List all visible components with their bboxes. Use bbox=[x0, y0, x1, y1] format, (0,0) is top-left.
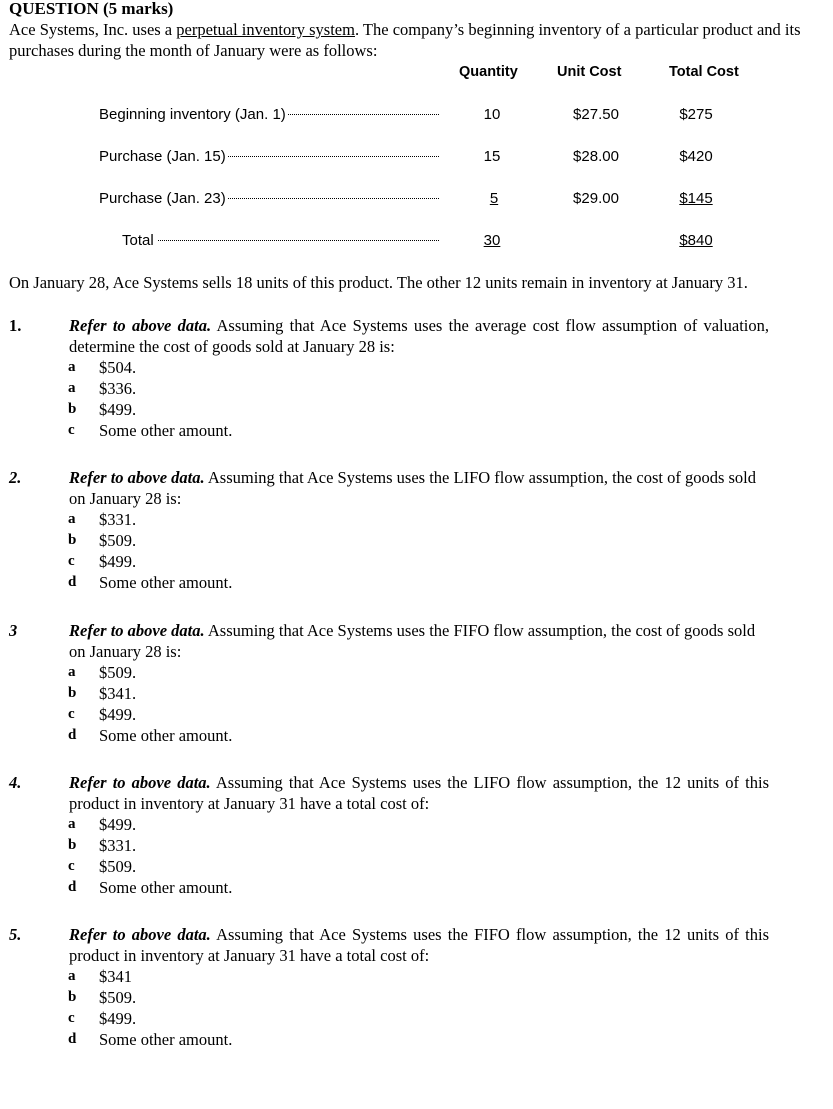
question-number: 3 bbox=[9, 621, 18, 640]
total-quantity bbox=[468, 230, 516, 251]
option-text[interactable]: Some other amount. bbox=[99, 421, 233, 440]
question-text bbox=[69, 772, 769, 814]
total-quantity-value: 30 bbox=[483, 232, 501, 249]
option-letter: a bbox=[68, 511, 76, 527]
option-text[interactable]: $499. bbox=[99, 400, 137, 419]
row-label-text: Purchase (Jan. 15) bbox=[99, 148, 226, 165]
question-ref: Refer to above data. bbox=[69, 925, 211, 944]
option-letter: b bbox=[68, 837, 77, 853]
intro-text bbox=[9, 19, 809, 61]
question-number: 2. bbox=[9, 468, 22, 487]
question-ref: Refer to above data. bbox=[69, 468, 205, 487]
option-text[interactable]: $509. bbox=[99, 857, 137, 876]
question-ref: Refer to above data. bbox=[69, 773, 211, 792]
option-letter: b bbox=[68, 685, 77, 701]
row-quantity: 10 bbox=[483, 106, 501, 123]
question-number: 4. bbox=[9, 773, 22, 792]
table-row-label bbox=[99, 104, 439, 125]
table-total-label bbox=[122, 230, 439, 251]
option-letter: b bbox=[68, 989, 77, 1005]
option-letter: a bbox=[68, 816, 76, 832]
option-text[interactable]: Some other amount. bbox=[99, 726, 233, 745]
leader-dots bbox=[228, 198, 439, 199]
row-quantity bbox=[468, 188, 516, 209]
option-letter: a bbox=[68, 380, 76, 396]
row-unit-cost: $28.00 bbox=[573, 148, 619, 165]
option-text[interactable]: $341. bbox=[99, 684, 137, 703]
question-body: Assuming that Ace Systems uses the FIFO flow assumption, the 12 units of this product in inventory at January 31 have a total cost of: bbox=[69, 925, 769, 965]
row-label-text: Beginning inventory (Jan. 1) bbox=[99, 106, 286, 123]
question-body: Assuming that Ace Systems uses the LIFO flow assumption, the 12 units of this product in inventory at January 31 have a total cost of: bbox=[69, 773, 770, 813]
option-letter: a bbox=[68, 664, 76, 680]
question-number: 1. bbox=[9, 316, 22, 335]
option-letter: a bbox=[68, 968, 76, 984]
option-letter: c bbox=[68, 422, 75, 438]
option-letter: d bbox=[68, 727, 77, 743]
leader-dots bbox=[158, 240, 439, 241]
row-total-cost: $275 bbox=[679, 106, 713, 123]
option-text[interactable]: Some other amount. bbox=[99, 1030, 233, 1049]
row-total-cost bbox=[665, 188, 727, 209]
total-label-text: Total bbox=[122, 232, 154, 249]
option-text[interactable]: $499. bbox=[99, 552, 137, 571]
option-text[interactable]: $341 bbox=[99, 967, 132, 986]
col-header-unit-cost: Unit Cost bbox=[557, 64, 622, 80]
question-body: Assuming that Ace Systems uses the average cost flow assumption of valuation, determine the cost of goods sold at January 28 is: bbox=[69, 316, 770, 356]
option-letter: c bbox=[68, 858, 75, 874]
table-row-label bbox=[99, 146, 439, 167]
leader-dots bbox=[228, 156, 439, 157]
option-letter: c bbox=[68, 553, 75, 569]
question-ref: Refer to above data. bbox=[69, 316, 212, 335]
row-quantity-value: 5 bbox=[489, 190, 499, 207]
table-row-label bbox=[99, 188, 439, 209]
option-letter: d bbox=[68, 1031, 77, 1047]
option-text[interactable]: Some other amount. bbox=[99, 573, 233, 592]
intro-after-link: . The company’s beginning inventory of a particular product and its purchases during the month of January were as follows: bbox=[9, 20, 801, 60]
col-header-total-cost: Total Cost bbox=[669, 64, 739, 80]
question-text bbox=[69, 467, 769, 509]
option-letter: b bbox=[68, 532, 77, 548]
option-letter: d bbox=[68, 574, 77, 590]
total-cost-value: $840 bbox=[679, 232, 713, 249]
row-label-text: Purchase (Jan. 23) bbox=[99, 190, 226, 207]
option-letter: d bbox=[68, 879, 77, 895]
row-total-cost-value: $145 bbox=[679, 190, 713, 207]
col-header-quantity: Quantity bbox=[459, 64, 518, 80]
total-cost bbox=[665, 230, 727, 251]
row-quantity: 15 bbox=[483, 148, 501, 165]
question-ref: Refer to above data. bbox=[69, 621, 205, 640]
row-unit-cost: $27.50 bbox=[573, 106, 619, 123]
option-letter: b bbox=[68, 401, 77, 417]
option-letter: a bbox=[68, 359, 76, 375]
option-text[interactable]: Some other amount. bbox=[99, 878, 233, 897]
row-unit-cost: $29.00 bbox=[573, 190, 619, 207]
question-text bbox=[69, 924, 769, 966]
question-text bbox=[69, 315, 769, 357]
perpetual-inventory-link[interactable]: perpetual inventory system bbox=[176, 20, 355, 39]
option-text[interactable]: $336. bbox=[99, 379, 137, 398]
question-text bbox=[69, 620, 769, 662]
option-text[interactable]: $331. bbox=[99, 836, 137, 855]
option-text[interactable]: $331. bbox=[99, 510, 137, 529]
option-letter: c bbox=[68, 1010, 75, 1026]
sales-paragraph: On January 28, Ace Systems sells 18 units of this product. The other 12 units remain in inventory at January 31. bbox=[9, 273, 748, 292]
question-body: Assuming that Ace Systems uses the LIFO flow assumption, the cost of goods sold on January 28 is: bbox=[69, 468, 756, 508]
option-text[interactable]: $499. bbox=[99, 705, 137, 724]
option-text[interactable]: $509. bbox=[99, 531, 137, 550]
option-text[interactable]: $499. bbox=[99, 815, 137, 834]
question-body: Assuming that Ace Systems uses the FIFO flow assumption, the cost of goods sold on January 28 is: bbox=[69, 621, 756, 661]
option-text[interactable]: $509. bbox=[99, 663, 137, 682]
intro-before-link: Ace Systems, Inc. uses a bbox=[9, 20, 177, 39]
leader-dots bbox=[288, 114, 439, 115]
row-total-cost: $420 bbox=[679, 148, 713, 165]
option-text[interactable]: $499. bbox=[99, 1009, 137, 1028]
question-title: QUESTION (5 marks) bbox=[9, 0, 174, 18]
option-text[interactable]: $509. bbox=[99, 988, 137, 1007]
question-number: 5. bbox=[9, 925, 22, 944]
option-letter: c bbox=[68, 706, 75, 722]
option-text[interactable]: $504. bbox=[99, 358, 137, 377]
